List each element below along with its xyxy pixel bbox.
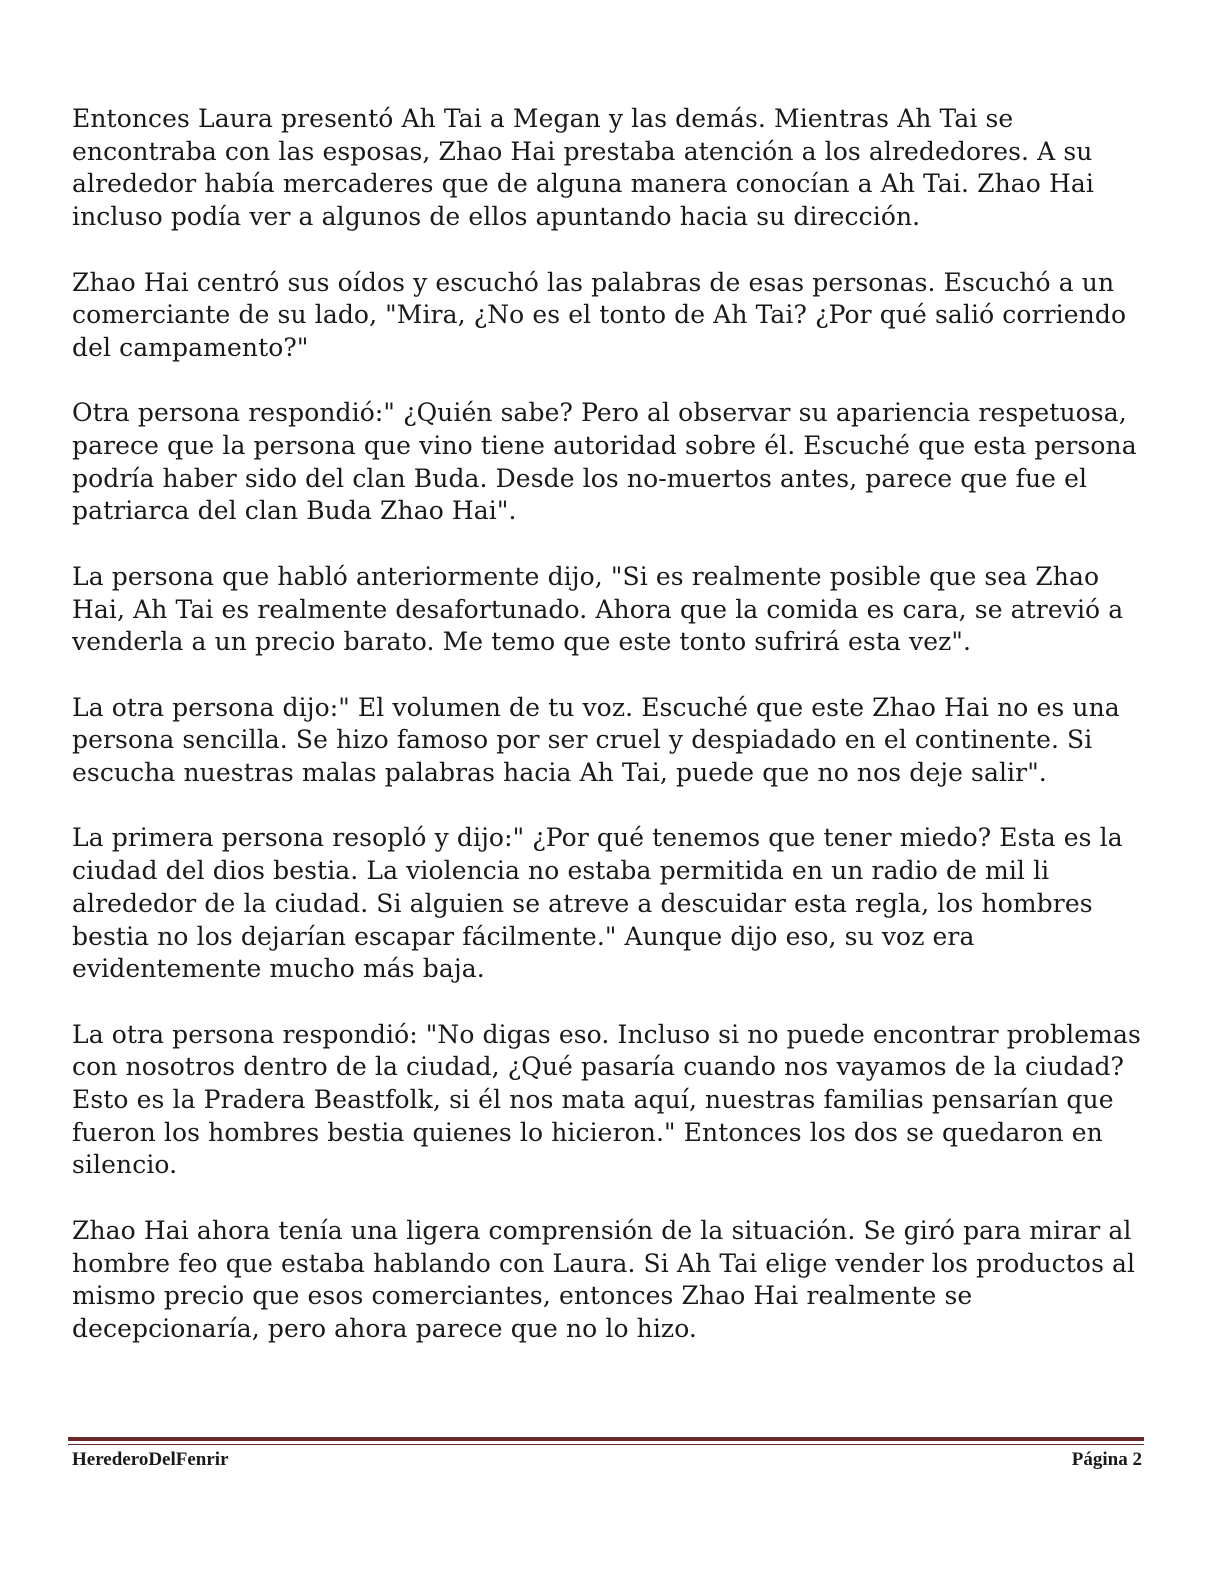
paragraph-6: La primera persona resopló y dijo:" ¿Por qué tenemos que tener miedo? Esta es la ciudad del dios bestia. La violencia no estaba permitida en un radio de mil li alrededor de la ciudad. Si alguien se atreve a descuidar esta regla, los hombres bestia no los dejarían escapar fácilmente." Aunque dijo eso, su voz era evidentemente mucho más baja. <box>72 823 1123 984</box>
footer-rule-thick <box>68 1437 1144 1441</box>
footer-page-number: Página 2 <box>1071 1449 1142 1470</box>
paragraph-2: Zhao Hai centró sus oídos y escuchó las palabras de esas personas. Escuchó a un comerciante de su lado, "Mira, ¿No es el tonto de Ah Tai? ¿Por qué salió corriendo del campamento?" <box>72 267 1127 362</box>
paragraph-1: Entonces Laura presentó Ah Tai a Megan y las demás. Mientras Ah Tai se encontraba con las esposas, Zhao Hai prestaba atención a los alrededores. A su alrededor había mercaderes que de alguna manera conocían a Ah Tai. Zhao Hai incluso podía ver a algunos de ellos apuntando hacia su dirección. <box>72 104 1095 232</box>
body-text <box>72 103 1147 1378</box>
paragraph-7: La otra persona respondió: "No digas eso. Incluso si no puede encontrar problemas con nosotros dentro de la ciudad, ¿Qué pasaría cuando nos vayamos de la ciudad? Esto es la Pradera Beastfolk, si él nos mata aquí, nuestras familias pensarían que fueron los hombres bestia quienes lo hicieron." Entonces los dos se quedaron en silencio. <box>72 1019 1141 1180</box>
footer-author: HerederoDelFenrir <box>72 1449 229 1470</box>
paragraph-8: Zhao Hai ahora tenía una ligera comprensión de la situación. Se giró para mirar al hombre feo que estaba hablando con Laura. Si Ah Tai elige vender los productos al mismo precio que esos comerciantes, entonces Zhao Hai realmente se decepcionaría, pero ahora parece que no lo hizo. <box>72 1215 1136 1343</box>
footer-rule-thin <box>68 1444 1144 1445</box>
paragraph-4: La persona que habló anteriormente dijo, "Si es realmente posible que sea Zhao Hai, Ah Tai es realmente desafortunado. Ahora que la comida es cara, se atrevió a venderla a un precio barato. Me temo que este tonto sufrirá esta vez". <box>72 561 1124 657</box>
paragraph-5: La otra persona dijo:" El volumen de tu voz. Escuché que este Zhao Hai no es una persona sencilla. Se hizo famoso por ser cruel y despiadado en el continente. Si escucha nuestras malas palabras hacia Ah Tai, puede que no nos deje salir". <box>72 692 1120 787</box>
paragraph-3: Otra persona respondió:" ¿Quién sabe? Pero al observar su apariencia respetuosa, parece que la persona que vino tiene autoridad sobre él. Escuché que esta persona podría haber sido del clan Buda. Desde los no-muertos antes, parece que fue el patriarca del clan Buda Zhao Hai". <box>72 398 1137 526</box>
